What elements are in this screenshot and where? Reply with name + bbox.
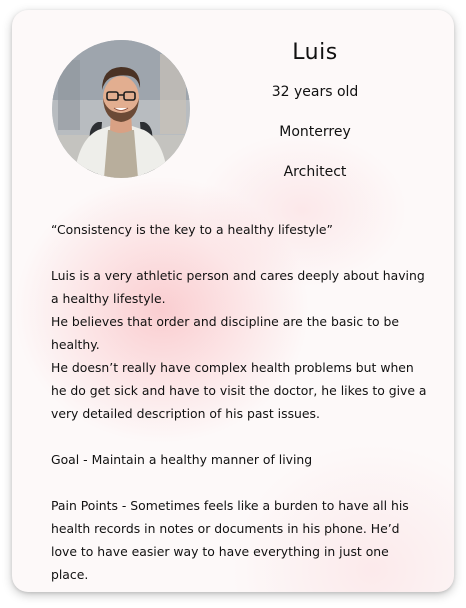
persona-card <box>12 10 454 592</box>
persona-name: Luis <box>292 40 338 65</box>
persona-city: Monterrey <box>279 124 351 140</box>
persona-quote: “Consistency is the key to a healthy lifestyle” <box>51 222 333 237</box>
persona-pain-points: Pain Points - Sometimes feels like a burden to have all his health records in notes or documents in his phone. He’d love to have easier way to have everything in just one place. <box>51 498 409 582</box>
description-line: Luis is a very athletic person and cares deeply about having a healthy lifestyle. <box>51 268 425 306</box>
description-line: He believes that order and discipline are the basic to be healthy. <box>51 314 399 352</box>
spacer <box>51 471 427 494</box>
persona-occupation: Architect <box>283 164 347 180</box>
man-portrait-illustration <box>52 40 190 178</box>
spacer <box>51 241 427 264</box>
persona-age: 32 years old <box>271 84 359 100</box>
description-line: He doesn’t really have complex health problems but when he do get sick and have to visit the doctor, he likes to give a very detailed description of his past issues. <box>51 360 427 421</box>
persona-body <box>51 218 427 586</box>
persona-goal: Goal - Maintain a healthy manner of living <box>51 452 313 467</box>
spacer <box>51 425 427 448</box>
persona-photo-avatar <box>52 40 190 178</box>
